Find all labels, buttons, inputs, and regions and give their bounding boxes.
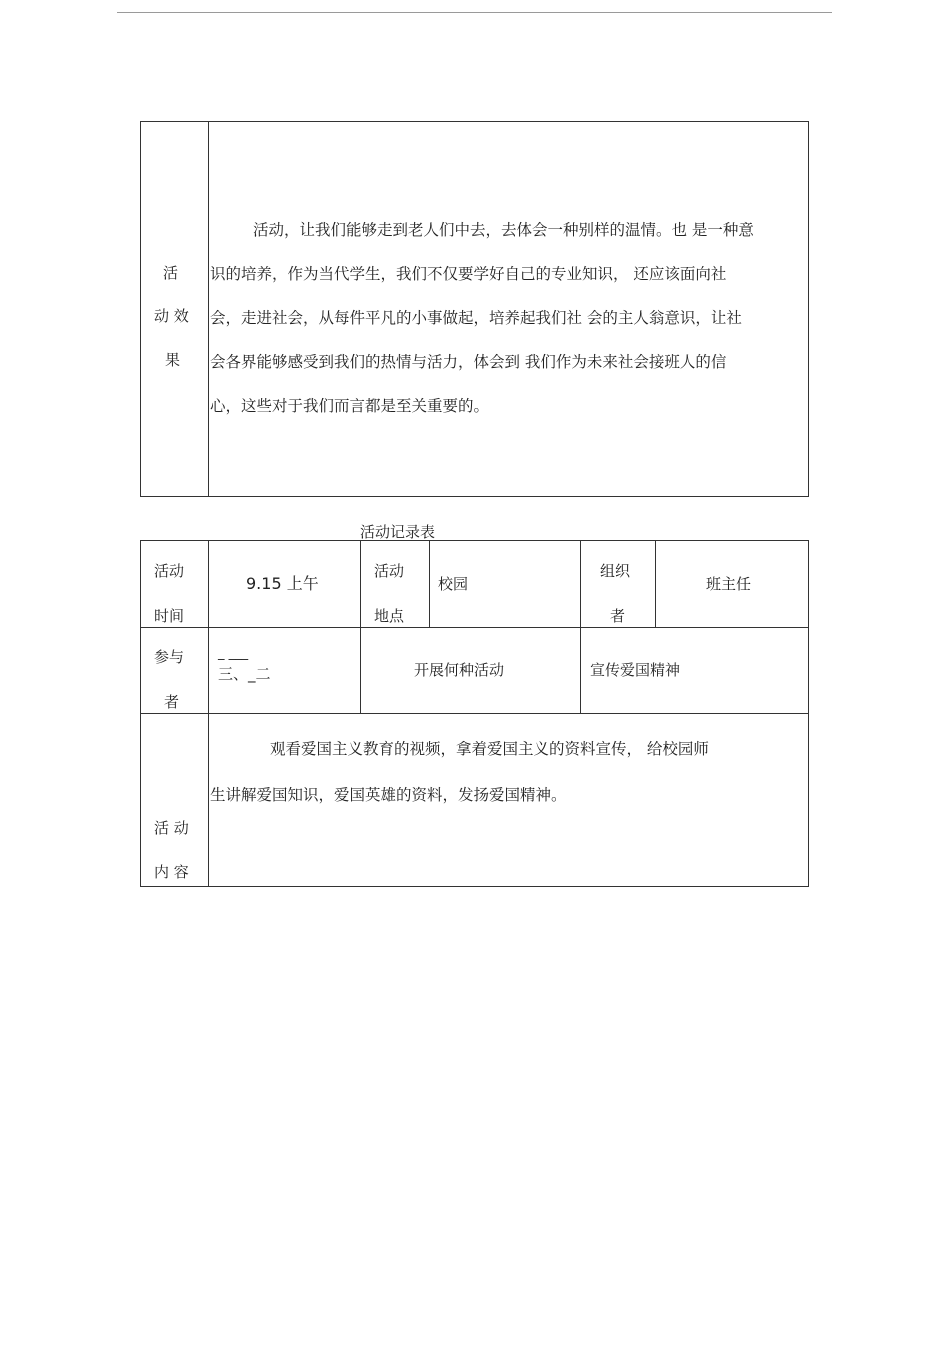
effect-table-left-border [140,121,141,496]
effect-paragraph-line-2: 识的培养，作为当代学生，我们不仅要学好自己的专业知识， 还应该面向社 [210,265,727,283]
content-label-line-1: 活 动 [154,819,189,837]
record-table-col-divider-a [360,540,361,713]
activity-type-label: 开展何种活动 [414,661,505,679]
content-label-line-2: 内 容 [154,863,189,881]
participants-label-line-1: 参与 [154,648,185,666]
effect-label-line-2: 动 效 [154,307,189,325]
record-table-bottom-border [140,886,809,887]
effect-table-top-border [140,121,809,122]
effect-paragraph-line-4: 会各界能够感受到我们的热情与活力，体会到 我们作为未来社会接班人的信 [210,353,727,371]
participants-label-line-2: 者 [164,693,180,711]
record-table-caption: 活动记录表 [360,523,436,541]
effect-paragraph-line-3: 会，走进社会，从每件平凡的小事做起，培养起我们社 会的主人翁意识，让社 [210,309,742,327]
record-table-row2-bottom [140,713,809,714]
record-table-label-divider [208,540,209,886]
activity-type-value: 宣传爱国精神 [590,661,681,679]
place-label-line-1: 活动 [374,562,405,580]
organizer-value: 班主任 [706,575,752,593]
record-table-row1-bottom [140,627,809,628]
effect-paragraph-line-5: 心，这些对于我们而言都是至关重要的。 [210,397,490,415]
organizer-label-line-1: 组织 [600,562,631,580]
record-table-col-divider-c [580,540,581,713]
effect-table-right-border [808,121,809,496]
time-label-line-1: 活动 [154,562,185,580]
participants-value-line-1: _ ___ [218,646,249,661]
record-table-left-border [140,540,141,886]
effect-table-bottom-border [140,496,809,497]
effect-label-line-1: 活 [163,264,179,282]
effect-table-divider [208,121,209,496]
record-table-col-divider-b [429,540,430,627]
record-table-right-border [808,540,809,886]
effect-paragraph-line-1: 活动，让我们能够走到老人们中去，去体会一种别样的温情。也 是一种意 [253,221,754,239]
record-table-top-border [140,540,809,541]
time-value: 9.15 上午 [246,574,319,593]
content-paragraph-line-1: 观看爱国主义教育的视频，拿着爱国主义的资料宣传， 给校园师 [270,740,709,758]
time-label-line-2: 时间 [154,607,185,625]
content-paragraph-line-2: 生讲解爱国知识，爱国英雄的资料，发扬爱国精神。 [210,786,567,804]
place-value: 校园 [438,575,469,593]
place-label-line-2: 地点 [374,607,405,625]
page-top-rule [117,12,832,13]
participants-value-line-2: 三、_二 [218,665,271,683]
record-table-col-divider-d [655,540,656,627]
organizer-label-line-2: 者 [610,607,626,625]
effect-label-line-3: 果 [165,351,181,369]
